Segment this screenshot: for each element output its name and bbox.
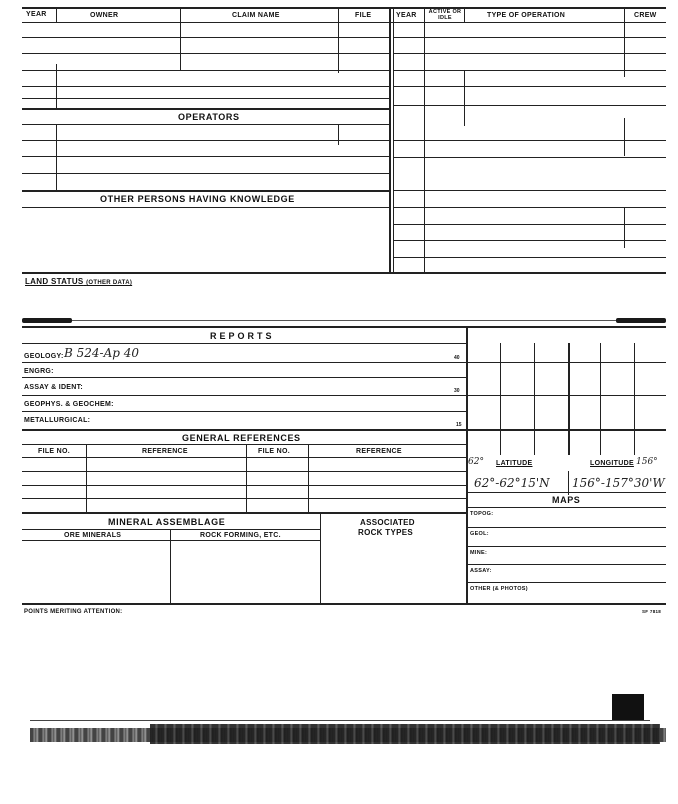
- row-line: [22, 471, 466, 472]
- header-file: FILE: [355, 12, 372, 19]
- report-num: 15: [456, 422, 462, 428]
- row-line: [22, 457, 466, 458]
- maps-other: OTHER (& PHOTOS): [470, 586, 528, 592]
- row-line: [394, 190, 666, 191]
- latitude-value: 62°-62°15'N: [474, 476, 550, 490]
- row-line: [22, 362, 466, 363]
- rock-types-heading: ROCK TYPES: [358, 528, 414, 537]
- scan-block: [612, 694, 644, 720]
- grid-line: [467, 395, 666, 396]
- row-line: [394, 37, 666, 38]
- row-line: [22, 140, 389, 141]
- row-line: [394, 105, 666, 106]
- col-reference-1: REFERENCE: [142, 448, 188, 455]
- row-line: [22, 498, 466, 499]
- report-label-assay: ASSAY & IDENT:: [24, 384, 84, 391]
- header-type-of-operation: TYPE OF OPERATION: [487, 12, 566, 19]
- row-line: [467, 492, 666, 493]
- row-line: [22, 98, 389, 99]
- row-line: [22, 207, 389, 208]
- row-line: [467, 527, 666, 528]
- scan-smear: [150, 724, 660, 744]
- rock-forming-heading: ROCK FORMING, ETC.: [200, 532, 281, 539]
- header-active-or-idle: ACTIVE OR IDLE: [428, 9, 462, 21]
- lat-prefix: 62°: [468, 457, 484, 467]
- report-label-engrg: ENGRG:: [24, 368, 54, 375]
- col-reference-2: REFERENCE: [356, 448, 402, 455]
- divider: [56, 125, 57, 190]
- header-year: YEAR: [26, 11, 47, 18]
- row-line: [394, 86, 666, 87]
- mineral-assemblage-heading: MINERAL ASSEMBLAGE: [108, 517, 226, 527]
- col-file-no-2: FILE NO.: [258, 448, 290, 455]
- row-line: [394, 53, 666, 54]
- maps-assay: ASSAY:: [470, 568, 492, 574]
- latitude-label: LATITUDE: [496, 460, 533, 467]
- longitude-value: 156°-157°30'W: [572, 476, 665, 490]
- row-line: [22, 411, 466, 412]
- divider: [56, 7, 57, 23]
- row-line: [22, 37, 389, 38]
- row-line: [22, 540, 320, 541]
- row-line: [394, 240, 666, 241]
- row-line: [22, 395, 466, 396]
- divider: [624, 118, 625, 156]
- row-line: [467, 582, 666, 583]
- divider: [246, 444, 247, 512]
- row-line: [394, 207, 666, 208]
- col-file-no-1: FILE NO.: [38, 448, 70, 455]
- row-line: [22, 70, 389, 71]
- other-persons-heading: OTHER PERSONS HAVING KNOWLEDGE: [100, 194, 295, 204]
- reports-bottom: [22, 603, 666, 605]
- scan-smudge: [616, 318, 666, 323]
- other-persons-top: [22, 190, 389, 192]
- general-references-heading: GENERAL REFERENCES: [182, 433, 301, 443]
- divider: [624, 7, 625, 77]
- divider: [464, 70, 465, 126]
- row-line: [22, 444, 466, 445]
- row-line: [394, 140, 666, 141]
- row-line: [22, 53, 389, 54]
- divider: [170, 529, 171, 604]
- grid-line: [568, 343, 570, 455]
- divider: [338, 125, 339, 145]
- grid-line: [467, 362, 666, 363]
- report-value-geology: B 524-Ap 40: [64, 346, 140, 360]
- row-line: [22, 173, 389, 174]
- divider: [320, 512, 321, 604]
- operators-heading: OPERATORS: [178, 112, 240, 122]
- divider: [180, 7, 181, 71]
- row-line: [467, 564, 666, 565]
- row-line: [22, 124, 389, 125]
- points-meriting-attention: POINTS MERITING ATTENTION:: [24, 609, 123, 615]
- scan-smudge: [22, 318, 72, 323]
- report-num: 30: [454, 388, 460, 394]
- form-number: SF 7818: [642, 609, 662, 614]
- header-owner: OWNER: [90, 12, 119, 19]
- header-year-2: YEAR: [396, 12, 417, 19]
- maps-mine: MINE:: [470, 550, 488, 556]
- longitude-label: LONGITUDE: [590, 460, 634, 467]
- report-label-geophys: GEOPHYS. & GEOCHEM:: [24, 401, 114, 408]
- header-claim-name: CLAIM NAME: [232, 12, 280, 19]
- maps-topog: TOPOG:: [470, 511, 494, 517]
- associated-heading: ASSOCIATED: [360, 518, 415, 527]
- top-border: [22, 7, 666, 9]
- maps-geol: GEOL:: [470, 531, 489, 537]
- row-line: [394, 257, 666, 258]
- row-line: [467, 546, 666, 547]
- divider: [86, 444, 87, 512]
- row-line: [394, 70, 666, 71]
- top-section-bottom: [22, 272, 666, 274]
- reports-heading: REPORTS: [210, 331, 275, 341]
- ore-minerals-heading: ORE MINERALS: [64, 532, 122, 539]
- report-num: 40: [454, 355, 460, 361]
- grid-line: [500, 343, 501, 455]
- grid-line: [600, 343, 601, 455]
- header-underline: [22, 22, 666, 23]
- row-line: [22, 156, 389, 157]
- divider: [464, 7, 465, 23]
- grid-line: [634, 343, 635, 455]
- grid-line: [467, 429, 666, 431]
- row-line: [22, 343, 466, 344]
- row-line: [394, 224, 666, 225]
- reports-top: [22, 326, 666, 328]
- scan-line: [72, 320, 616, 321]
- lon-suffix: 156°: [636, 457, 658, 467]
- report-label-geology: GEOLOGY:: [24, 353, 64, 360]
- maps-heading: MAPS: [552, 495, 581, 505]
- center-divider: [389, 7, 391, 273]
- operators-top: [22, 108, 389, 110]
- header-crew: CREW: [634, 12, 657, 19]
- mineral-top: [22, 512, 466, 514]
- grid-line: [534, 343, 535, 455]
- row-line: [22, 377, 466, 378]
- row-line: [22, 485, 466, 486]
- divider: [338, 7, 339, 73]
- scan-line: [30, 720, 650, 721]
- row-line: [22, 86, 389, 87]
- land-status-label: LAND STATUS (OTHER DATA): [25, 277, 133, 286]
- general-refs-top: [22, 429, 466, 431]
- divider: [308, 444, 309, 512]
- row-line: [22, 529, 320, 530]
- report-label-metallurgical: METALLURGICAL:: [24, 417, 91, 424]
- divider: [624, 208, 625, 248]
- row-line: [394, 157, 666, 158]
- row-line: [467, 507, 666, 508]
